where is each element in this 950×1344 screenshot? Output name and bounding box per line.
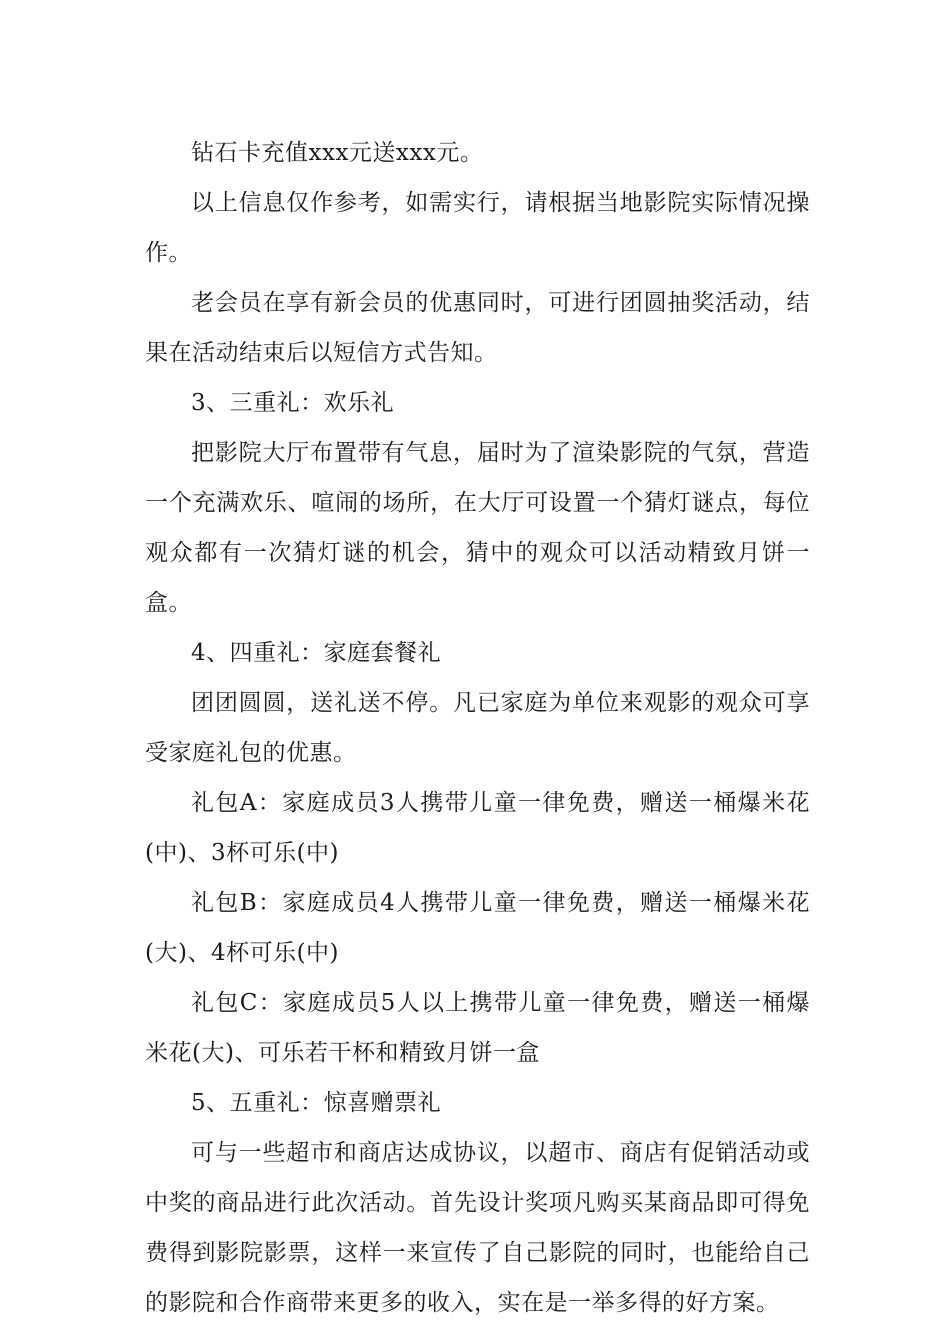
paragraph-family-package-intro: 团团圆圆，送礼送不停。凡已家庭为单位来观影的观众可享受家庭礼包的优惠。 <box>145 690 810 766</box>
paragraph-old-member-lottery: 老会员在享有新会员的优惠同时，可进行团圆抽奖活动，结果在活动结束后以短信方式告知。 <box>145 290 810 366</box>
document-body <box>145 128 810 1328</box>
section-heading-third-gift: 3、三重礼：欢乐礼 <box>191 390 395 416</box>
paragraph-package-a: 礼包A：家庭成员3人携带儿童一律免费，赠送一桶爆米花(中)、3杯可乐(中) <box>145 790 810 866</box>
paragraph-surprise-tickets: 可与一些超市和商店达成协议，以超市、商店有促销活动或中奖的商品进行此次活动。首先设计奖项凡购买某商品即可得免费得到影院影票，这样一来宣传了自己影院的同时，也能给自己的影院和合作商带来更多的收入，实在是一举多得的好方案。 <box>145 1140 810 1316</box>
section-heading-fourth-gift: 4、四重礼：家庭套餐礼 <box>191 640 442 666</box>
paragraph-lobby-lantern-riddles: 把影院大厅布置带有气息，届时为了渲染影院的气氛，营造一个充满欢乐、喧闹的场所，在大厅可设置一个猜灯谜点，每位观众都有一次猜灯谜的机会，猜中的观众可以活动精致月饼一盒。 <box>145 440 810 616</box>
paragraph-package-c: 礼包C：家庭成员5人以上携带儿童一律免费，赠送一桶爆米花(大)、可乐若干杯和精致月饼一盒 <box>145 990 810 1066</box>
paragraph-reference-note: 以上信息仅作参考，如需实行，请根据当地影院实际情况操作。 <box>145 190 810 266</box>
section-heading-fifth-gift: 5、五重礼：惊喜赠票礼 <box>191 1090 442 1116</box>
paragraph-package-b: 礼包B：家庭成员4人携带儿童一律免费，赠送一桶爆米花(大)、4杯可乐(中) <box>145 890 810 966</box>
paragraph-diamond-card: 钻石卡充值xxx元送xxx元。 <box>191 140 484 166</box>
